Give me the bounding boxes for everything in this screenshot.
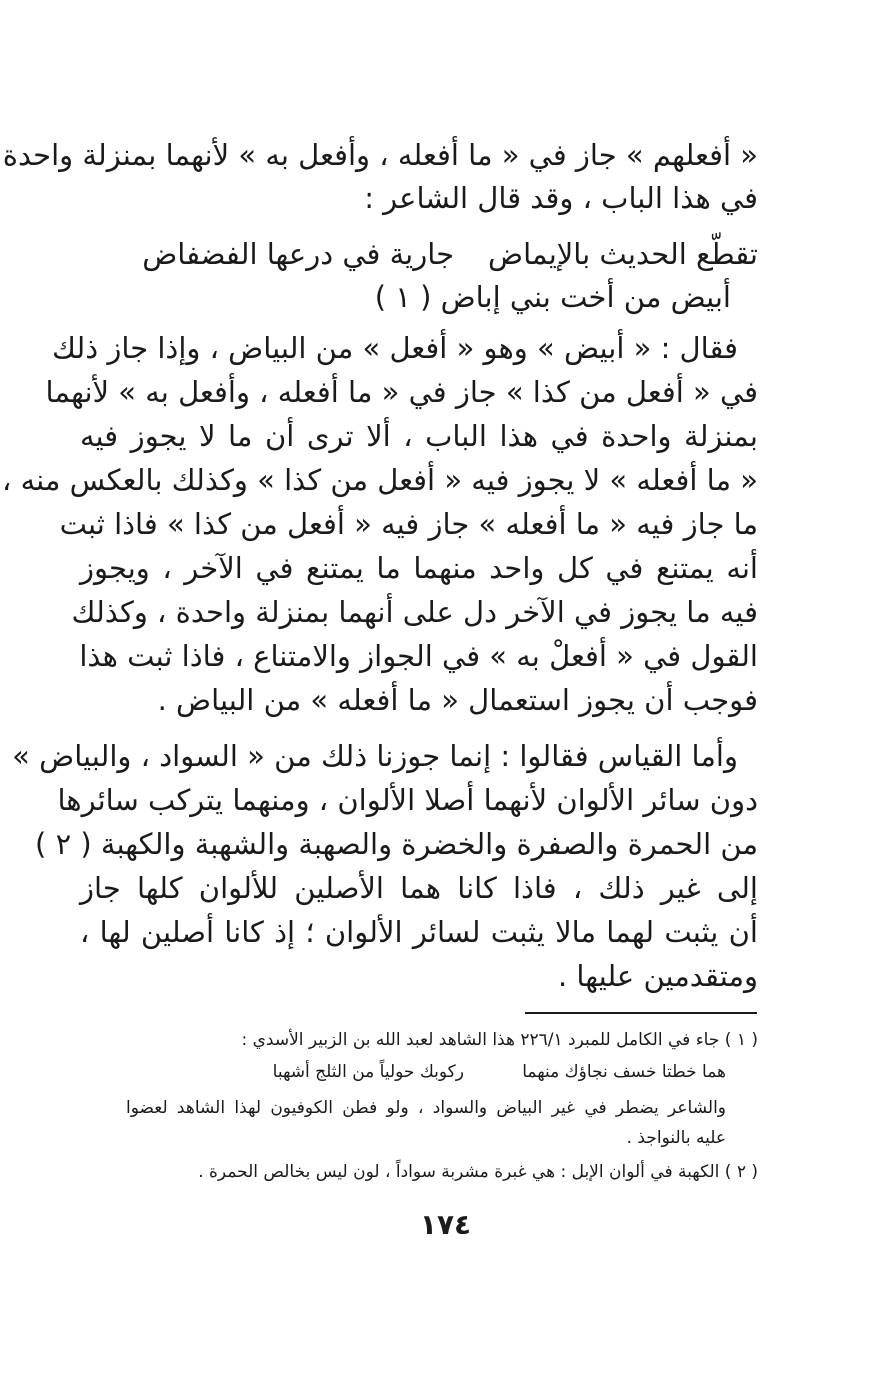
footnote-1-verse-first: هما خطتا خسف نجاؤك منهما xyxy=(522,1062,726,1082)
footnote-separator xyxy=(525,1012,757,1014)
verse-line-second: أبيض من أخت بني إباض ( ١ ) xyxy=(374,280,731,314)
body-line: من الحمرة والصفرة والخضرة والصهبة والشهبة والكهبة ( ٢ ) xyxy=(35,827,758,861)
body-line: دون سائر الألوان لأنهما أصلا الألوان ، ومنهما يتركب سائرها xyxy=(57,783,758,817)
body-line: وأما القياس فقالوا : إنما جوزنا ذلك من « السواد ، والبياض » xyxy=(12,739,738,773)
body-line: فيه ما يجوز في الآخر دل على أنهما بمنزلة واحدة ، وكذلك xyxy=(71,595,758,629)
body-line: أن يثبت لهما مالا يثبت لسائر الألوان ؛ إذ كانا أصلين لها ، xyxy=(80,915,758,949)
verse-hemistich-second: تقطّع الحديث بالإيماض xyxy=(488,237,758,271)
footnote-2: ( ٢ ) الكهبة في ألوان الإبل : هي غبرة مشربة سواداً ، لون ليس بخالص الحمرة . xyxy=(198,1162,758,1182)
page-number: ١٧٤ xyxy=(419,1208,472,1241)
body-line: ومتقدمين عليها . xyxy=(557,959,758,993)
body-line: في هذا الباب ، وقد قال الشاعر : xyxy=(364,181,758,215)
body-line: في « أفعل من كذا » جاز في « ما أفعله ، وأفعل به » لأنهما xyxy=(45,375,758,409)
footnote-1-note-cont: عليه بالنواجذ . xyxy=(626,1128,726,1148)
body-line: « أفعلهم » جاز في « ما أفعله ، وأفعل به » لأنهما بمنزلة واحدة xyxy=(2,138,758,172)
body-line: إلى غير ذلك ، فاذا كانا هما الأصلين للألوان كلها جاز xyxy=(80,871,758,905)
body-line: ما جاز فيه « ما أفعله » جاز فيه « أفعل من كذا » فاذا ثبت xyxy=(59,507,758,541)
body-line: « ما أفعله » لا يجوز فيه « أفعل من كذا » وكذلك بالعكس منه ، xyxy=(2,463,758,497)
footnote-1: ( ١ ) جاء في الكامل للمبرد ٢٢٦/١ هذا الشاهد لعبد الله بن الزبير الأسدي : xyxy=(241,1030,758,1050)
body-line: بمنزلة واحدة في هذا الباب ، ألا ترى أن ما لا يجوز فيه xyxy=(80,419,758,453)
body-line: القول في « أفعلْ به » في الجواز والامتناع ، فاذا ثبت هذا xyxy=(79,639,758,673)
footnote-1-verse-second: ركوبك حولياً من الثلج أشهبا xyxy=(272,1062,464,1082)
body-line: فوجب أن يجوز استعمال « ما أفعله » من البياض . xyxy=(157,683,758,717)
body-line: أنه يمتنع في كل واحد منهما ما يمتنع في الآخر ، ويجوز xyxy=(80,551,758,585)
verse-hemistich-first: جارية في درعها الفضفاض xyxy=(142,237,454,271)
body-line: فقال : « أبيض » وهو « أفعل » من البياض ، وإذا جاز ذلك xyxy=(51,331,738,365)
footnote-1-note: والشاعر يضطر في غير البياض والسواد ، ولو فطن الكوفيون لهذا الشاهد لعضوا xyxy=(126,1098,726,1118)
